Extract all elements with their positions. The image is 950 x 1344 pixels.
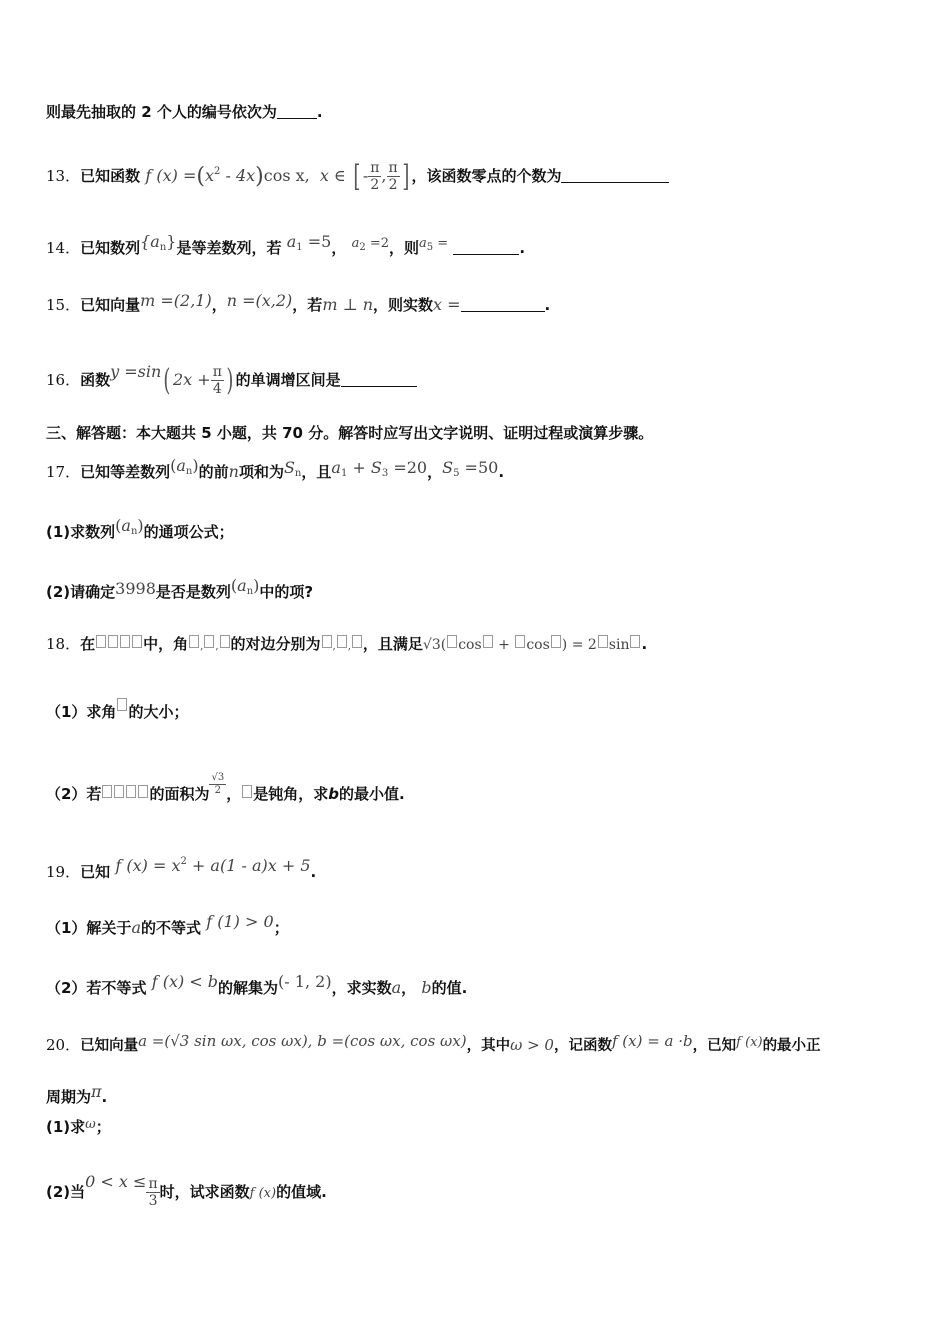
fraction-pi-over-2: $\frac{\pi}{2}$ xyxy=(370,160,380,193)
question-15: 15．已知向量m =(2,1)，n =(x,2)，若m ⊥ n，则实数x = . xyxy=(46,291,551,314)
question-19-part-2: （2）若不等式 f (x) < b的解集为(- 1, 2)，求实数a， b的值. xyxy=(46,972,468,997)
question-17-part-1: (1)求数列$(a_n)$的通项公式； xyxy=(46,516,234,541)
section-3-heading: 三、解答题：本大题共 5 小题，共 70 分。解答时应写出文字说明、证明过程或演算步骤。 xyxy=(46,424,654,442)
fraction-pi-over-3: $\frac{\pi}{3}$ xyxy=(148,1176,158,1209)
answer-blank xyxy=(453,240,519,255)
missing-glyph-placeholder xyxy=(117,698,127,711)
answer-blank xyxy=(277,104,317,119)
missing-glyph-placeholder: , , xyxy=(188,635,230,653)
answer-blank xyxy=(341,372,417,387)
answer-blank xyxy=(461,297,545,312)
missing-glyph-placeholder: , , xyxy=(321,635,363,653)
fraction-sqrt3-over-2: $\frac{√3}{2}$ xyxy=(211,772,225,796)
question-20-continuation: 周期为π. xyxy=(46,1082,108,1106)
question-20: 20．已知向量a =(√3 sin ωx, cos ωx), b =(cos ωx, cos ωx)，其中ω > 0，记函数f (x) = a ·b，已知f (x)的最小正 xyxy=(46,1032,821,1054)
question-13: 13．已知函数 f $(x) =(x^2 - 4x)\cos$ x, x ∈ [ - $\frac{\pi}{2}$ , $\frac{\pi}{2}$ ] ，该函数零点的个数为 xyxy=(46,160,910,193)
fraction-pi-over-2: $\frac{\pi}{2}$ xyxy=(388,160,398,193)
question-18-part-2: （2）若 的面积为 $\frac{√3}{2}$ ， 是钝角，求b的最小值. xyxy=(46,772,405,803)
answer-blank xyxy=(561,168,669,183)
missing-glyph-placeholder xyxy=(242,785,252,798)
question-18-part-1: （1）求角 的大小； xyxy=(46,698,910,722)
missing-glyph-placeholder xyxy=(95,635,143,653)
question-16: 16．函数y =sin( 2x + $\frac{\pi}{4}$ ) 的单调增区间是 xyxy=(46,362,910,397)
question-19-part-1: （1）解关于a的不等式 f (1) > 0； xyxy=(46,912,289,937)
question-19: 19．已知 f $(x) = x^2 + a(1 - a)x + 5$. xyxy=(46,856,317,881)
line-continuation: 则最先抽取的 2 个人的编号依次为 . xyxy=(46,103,323,121)
question-20-part-1: (1)求ω； xyxy=(46,1117,111,1136)
missing-glyph-placeholder xyxy=(101,785,149,803)
question-17: 17．已知等差数列$(a_n)$的前n项和为$S_n$，且$a_1 + S_3 =20$，$S_5 =50$. xyxy=(46,456,505,481)
question-17-part-2: (2)请确定3998是否是数列$(a_n)$中的项? xyxy=(46,576,314,601)
question-20-part-2: (2)当0 < x ≤ $\frac{\pi}{3}$ 时，试求函数f (x)的值域. xyxy=(46,1172,327,1209)
question-18: 18．在 中，角 , , 的对边分别为 , , ，且满足√3( cos + cos ) = 2 sin . xyxy=(46,635,648,653)
fraction-pi-over-4: $\frac{\pi}{4}$ xyxy=(212,364,222,397)
question-14: 14．已知数列$\{a_n\}$是等差数列，若 $a_1 =5$， $a_2 =2$，则$a_5$ = . xyxy=(46,232,526,257)
